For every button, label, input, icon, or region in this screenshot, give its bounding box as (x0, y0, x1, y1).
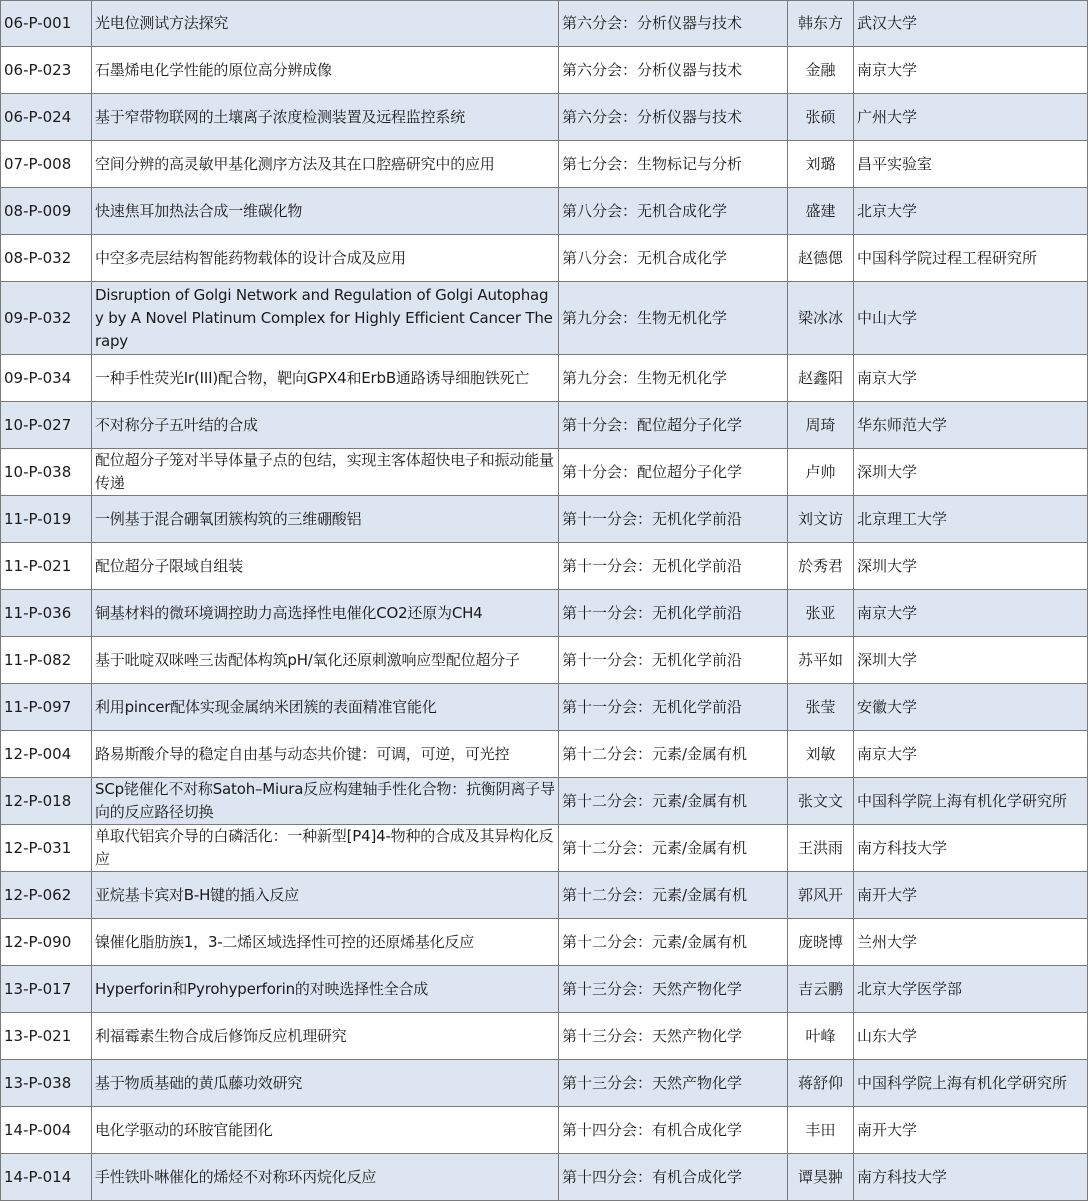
table-row (1, 235, 1088, 282)
poster-code-cell: 07-P-008 (1, 141, 92, 188)
poster-code-cell: 13-P-038 (1, 1060, 92, 1107)
session-cell: 第十三分会：天然产物化学 (559, 1013, 788, 1060)
session-cell: 第十分会：配位超分子化学 (559, 449, 788, 496)
table-row (1, 94, 1088, 141)
poster-title-cell: SCp铑催化不对称Satoh–Miura反应构建轴手性化合物：抗衡阴离子导向的反应路径切换 (92, 778, 559, 825)
table-row (1, 355, 1088, 402)
presenter-name-cell: 苏平如 (788, 637, 854, 684)
session-cell: 第十四分会：有机合成化学 (559, 1154, 788, 1201)
session-cell: 第十二分会：元素/金属有机 (559, 731, 788, 778)
session-cell: 第九分会：生物无机化学 (559, 355, 788, 402)
poster-title-cell: 光电位测试方法探究 (92, 1, 559, 47)
affiliation-cell: 安徽大学 (854, 684, 1088, 731)
poster-title-cell: 路易斯酸介导的稳定自由基与动态共价键：可调，可逆，可光控 (92, 731, 559, 778)
poster-title-cell: 基于物质基础的黄瓜藤功效研究 (92, 1060, 559, 1107)
presenter-name-cell: 於秀君 (788, 543, 854, 590)
affiliation-cell: 兰州大学 (854, 919, 1088, 966)
poster-code-cell: 06-P-024 (1, 94, 92, 141)
session-cell: 第十二分会：元素/金属有机 (559, 919, 788, 966)
presenter-name-cell: 刘璐 (788, 141, 854, 188)
poster-title-cell: 电化学驱动的环胺官能团化 (92, 1107, 559, 1154)
poster-code-cell: 09-P-032 (1, 282, 92, 355)
session-cell: 第八分会：无机合成化学 (559, 188, 788, 235)
presenter-name-cell: 郭风开 (788, 872, 854, 919)
affiliation-cell: 南京大学 (854, 355, 1088, 402)
session-cell: 第十四分会：有机合成化学 (559, 1107, 788, 1154)
poster-title-cell: 利福霉素生物合成后修饰反应机理研究 (92, 1013, 559, 1060)
affiliation-cell: 南开大学 (854, 872, 1088, 919)
poster-code-cell: 13-P-021 (1, 1013, 92, 1060)
presenter-name-cell: 赵德偲 (788, 235, 854, 282)
affiliation-cell: 广州大学 (854, 94, 1088, 141)
presenter-name-cell: 张莹 (788, 684, 854, 731)
table-row (1, 825, 1088, 872)
presenter-name-cell: 谭昊翀 (788, 1154, 854, 1201)
presenter-name-cell: 庞晓博 (788, 919, 854, 966)
table-row (1, 1107, 1088, 1154)
presenter-name-cell: 蒋舒仰 (788, 1060, 854, 1107)
presenter-name-cell: 梁冰冰 (788, 282, 854, 355)
table-row (1, 966, 1088, 1013)
affiliation-cell: 华东师范大学 (854, 402, 1088, 449)
poster-title-cell: 一例基于混合硼氧团簇构筑的三维硼酸铝 (92, 496, 559, 543)
affiliation-cell: 南方科技大学 (854, 1154, 1088, 1201)
poster-title-cell: 利用pincer配体实现金属纳米团簇的表面精准官能化 (92, 684, 559, 731)
table-row (1, 1060, 1088, 1107)
poster-title-cell: 石墨烯电化学性能的原位高分辨成像 (92, 47, 559, 94)
table-row (1, 778, 1088, 825)
session-cell: 第十一分会：无机化学前沿 (559, 590, 788, 637)
session-cell: 第十三分会：天然产物化学 (559, 1060, 788, 1107)
poster-code-cell: 11-P-036 (1, 590, 92, 637)
poster-code-cell: 13-P-017 (1, 966, 92, 1013)
affiliation-cell: 深圳大学 (854, 449, 1088, 496)
poster-code-cell: 14-P-014 (1, 1154, 92, 1201)
affiliation-cell: 山东大学 (854, 1013, 1088, 1060)
table-row (1, 282, 1088, 355)
poster-code-cell: 06-P-023 (1, 47, 92, 94)
table-row (1, 872, 1088, 919)
affiliation-cell: 南方科技大学 (854, 825, 1088, 872)
presenter-name-cell: 赵鑫阳 (788, 355, 854, 402)
session-cell: 第十二分会：元素/金属有机 (559, 825, 788, 872)
poster-code-cell: 12-P-018 (1, 778, 92, 825)
affiliation-cell: 中山大学 (854, 282, 1088, 355)
table-row (1, 188, 1088, 235)
table-row (1, 402, 1088, 449)
session-cell: 第六分会：分析仪器与技术 (559, 1, 788, 47)
poster-code-cell: 14-P-004 (1, 1107, 92, 1154)
session-cell: 第十三分会：天然产物化学 (559, 966, 788, 1013)
poster-title-cell: 单取代铝宾介导的白磷活化：一种新型[P4]4-物种的合成及其异构化反应 (92, 825, 559, 872)
poster-title-cell: 镍催化脂肪族1，3-二烯区域选择性可控的还原烯基化反应 (92, 919, 559, 966)
session-cell: 第十一分会：无机化学前沿 (559, 637, 788, 684)
table-row (1, 684, 1088, 731)
session-cell: 第九分会：生物无机化学 (559, 282, 788, 355)
presenter-name-cell: 刘敏 (788, 731, 854, 778)
session-cell: 第十一分会：无机化学前沿 (559, 684, 788, 731)
table-row (1, 496, 1088, 543)
poster-code-cell: 10-P-038 (1, 449, 92, 496)
poster-title-cell: 亚烷基卡宾对B-H键的插入反应 (92, 872, 559, 919)
presenter-name-cell: 丰田 (788, 1107, 854, 1154)
poster-title-cell: 配位超分子笼对半导体量子点的包结，实现主客体超快电子和振动能量传递 (92, 449, 559, 496)
session-cell: 第六分会：分析仪器与技术 (559, 47, 788, 94)
session-cell: 第七分会：生物标记与分析 (559, 141, 788, 188)
poster-title-cell: 手性铁卟啉催化的烯烃不对称环丙烷化反应 (92, 1154, 559, 1201)
affiliation-cell: 北京理工大学 (854, 496, 1088, 543)
presenter-name-cell: 王洪雨 (788, 825, 854, 872)
poster-code-cell: 12-P-004 (1, 731, 92, 778)
affiliation-cell: 武汉大学 (854, 1, 1088, 47)
affiliation-cell: 北京大学 (854, 188, 1088, 235)
affiliation-cell: 中国科学院过程工程研究所 (854, 235, 1088, 282)
presenter-name-cell: 叶峰 (788, 1013, 854, 1060)
table-row (1, 449, 1088, 496)
poster-title-cell: 基于吡啶双咪唑三齿配体构筑pH/氧化还原刺激响应型配位超分子 (92, 637, 559, 684)
session-cell: 第十一分会：无机化学前沿 (559, 496, 788, 543)
poster-title-cell: 空间分辨的高灵敏甲基化测序方法及其在口腔癌研究中的应用 (92, 141, 559, 188)
table-body (1, 1, 1088, 1201)
poster-title-cell: 铜基材料的微环境调控助力高选择性电催化CO2还原为CH4 (92, 590, 559, 637)
affiliation-cell: 南京大学 (854, 731, 1088, 778)
table-row (1, 141, 1088, 188)
poster-title-cell: Hyperforin和Pyrohyperforin的对映选择性全合成 (92, 966, 559, 1013)
affiliation-cell: 中国科学院上海有机化学研究所 (854, 1060, 1088, 1107)
poster-code-cell: 12-P-031 (1, 825, 92, 872)
presenter-name-cell: 周琦 (788, 402, 854, 449)
table-row (1, 919, 1088, 966)
session-cell: 第十二分会：元素/金属有机 (559, 778, 788, 825)
poster-code-cell: 10-P-027 (1, 402, 92, 449)
table-row (1, 590, 1088, 637)
table-row (1, 47, 1088, 94)
presenter-name-cell: 盛建 (788, 188, 854, 235)
presenter-name-cell: 卢帅 (788, 449, 854, 496)
poster-title-cell: Disruption of Golgi Network and Regulation of Golgi Autophagy by A Novel Platinum Complex for Highly Efficient Cancer Therapy (92, 282, 559, 355)
poster-code-cell: 08-P-009 (1, 188, 92, 235)
poster-code-cell: 11-P-082 (1, 637, 92, 684)
affiliation-cell: 南京大学 (854, 590, 1088, 637)
table-row (1, 1, 1088, 47)
table-row (1, 637, 1088, 684)
presenter-name-cell: 金融 (788, 47, 854, 94)
affiliation-cell: 南京大学 (854, 47, 1088, 94)
affiliation-cell: 昌平实验室 (854, 141, 1088, 188)
poster-code-cell: 06-P-001 (1, 1, 92, 47)
presenter-name-cell: 张亚 (788, 590, 854, 637)
poster-code-cell: 11-P-019 (1, 496, 92, 543)
presenter-name-cell: 张硕 (788, 94, 854, 141)
poster-code-cell: 09-P-034 (1, 355, 92, 402)
poster-code-cell: 12-P-090 (1, 919, 92, 966)
poster-title-cell: 一种手性荧光Ir(III)配合物，靶向GPX4和ErbB通路诱导细胞铁死亡 (92, 355, 559, 402)
poster-title-cell: 中空多壳层结构智能药物载体的设计合成及应用 (92, 235, 559, 282)
poster-code-cell: 11-P-021 (1, 543, 92, 590)
poster-code-cell: 08-P-032 (1, 235, 92, 282)
table-row (1, 1154, 1088, 1201)
affiliation-cell: 中国科学院上海有机化学研究所 (854, 778, 1088, 825)
affiliation-cell: 南开大学 (854, 1107, 1088, 1154)
poster-code-cell: 12-P-062 (1, 872, 92, 919)
presenter-name-cell: 吉云鹏 (788, 966, 854, 1013)
poster-title-cell: 配位超分子限域自组装 (92, 543, 559, 590)
session-cell: 第八分会：无机合成化学 (559, 235, 788, 282)
presenter-name-cell: 韩东方 (788, 1, 854, 47)
poster-title-cell: 基于窄带物联网的土壤离子浓度检测装置及远程监控系统 (92, 94, 559, 141)
table-row (1, 731, 1088, 778)
poster-title-cell: 不对称分子五叶结的合成 (92, 402, 559, 449)
session-cell: 第六分会：分析仪器与技术 (559, 94, 788, 141)
table-row (1, 1013, 1088, 1060)
session-cell: 第十分会：配位超分子化学 (559, 402, 788, 449)
presenter-name-cell: 张文文 (788, 778, 854, 825)
affiliation-cell: 北京大学医学部 (854, 966, 1088, 1013)
poster-title-cell: 快速焦耳加热法合成一维碳化物 (92, 188, 559, 235)
poster-code-cell: 11-P-097 (1, 684, 92, 731)
session-cell: 第十一分会：无机化学前沿 (559, 543, 788, 590)
presenter-name-cell: 刘文访 (788, 496, 854, 543)
session-cell: 第十二分会：元素/金属有机 (559, 872, 788, 919)
table-row (1, 543, 1088, 590)
affiliation-cell: 深圳大学 (854, 543, 1088, 590)
affiliation-cell: 深圳大学 (854, 637, 1088, 684)
